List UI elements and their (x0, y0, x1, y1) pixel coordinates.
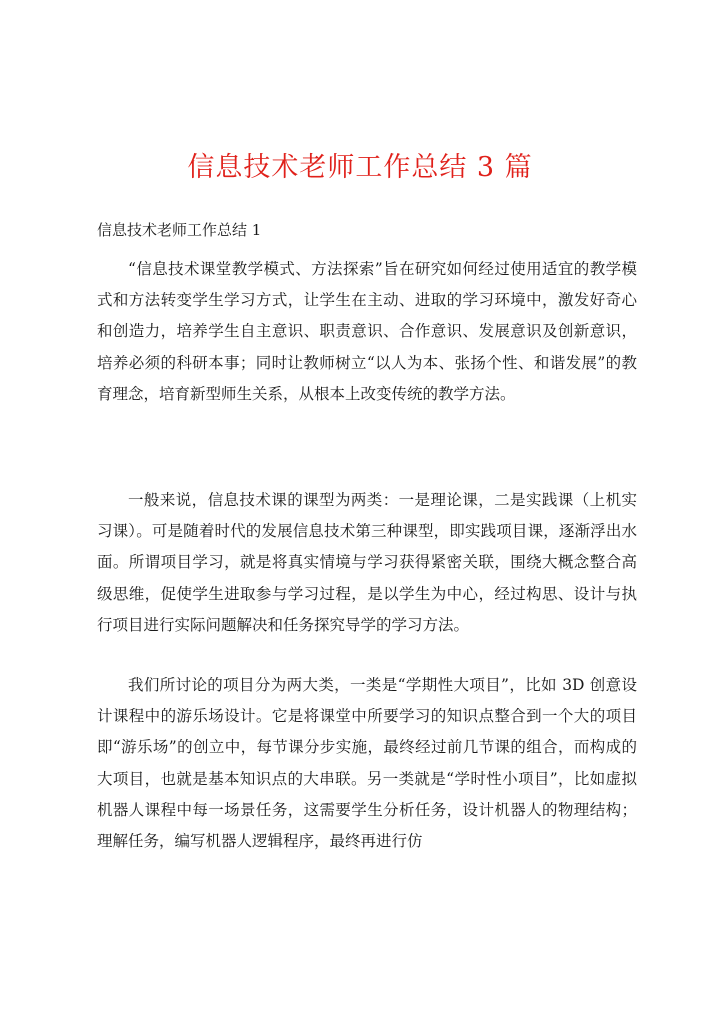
paragraph-2: 一般来说，信息技术课的课型为两类：一是理论课，二是实践课（上机实习课）。可是随着时代的发展信息技术第三种课型，即实践项目课，逐渐浮出水面。所谓项目学习，就是将真实情境与学习获得紧密关联，围绕大概念整合高级思维，促使学生进取参与学习过程，是以学生为中心，经过构思、设计与执行项目进行实际问题解决和任务探究导学的学习方法。 (97, 491, 637, 634)
section-heading: 信息技术老师工作总结 1 (97, 221, 262, 239)
paragraph-3: 我们所讨论的项目分为两大类，一类是“学期性大项目”，比如 3D 创意设计课程中的游乐场设计。它是将课堂中所要学习的知识点整合到一个大的项目即“游乐场”的创立中，每节课分步实施，最终经过前几节课的组合，而构成的大项目，也就是基本知识点的大串联。另一类就是“学时性小项目”，比如虚拟机器人课程中每一场景任务，这需要学生分析任务，设计机器人的物理结构；理解任务，编写机器人逻辑程序，最终再进行仿 (97, 676, 637, 851)
paragraph-1: “信息技术课堂教学模式、方法探索”旨在研究如何经过使用适宜的教学模式和方法转变学生学习方式，让学生在主动、进取的学习环境中，激发好奇心和创造力，培养学生自主意识、职责意识、合作意识、发展意识及创新意识，培养必须的科研本事；同时让教师树立“以人为本、张扬个性、和谐发展”的教育理念，培育新型师生关系，从根本上改变传统的教学方法。 (97, 260, 637, 403)
document-title: 信息技术老师工作总结 3 篇 (187, 152, 533, 183)
